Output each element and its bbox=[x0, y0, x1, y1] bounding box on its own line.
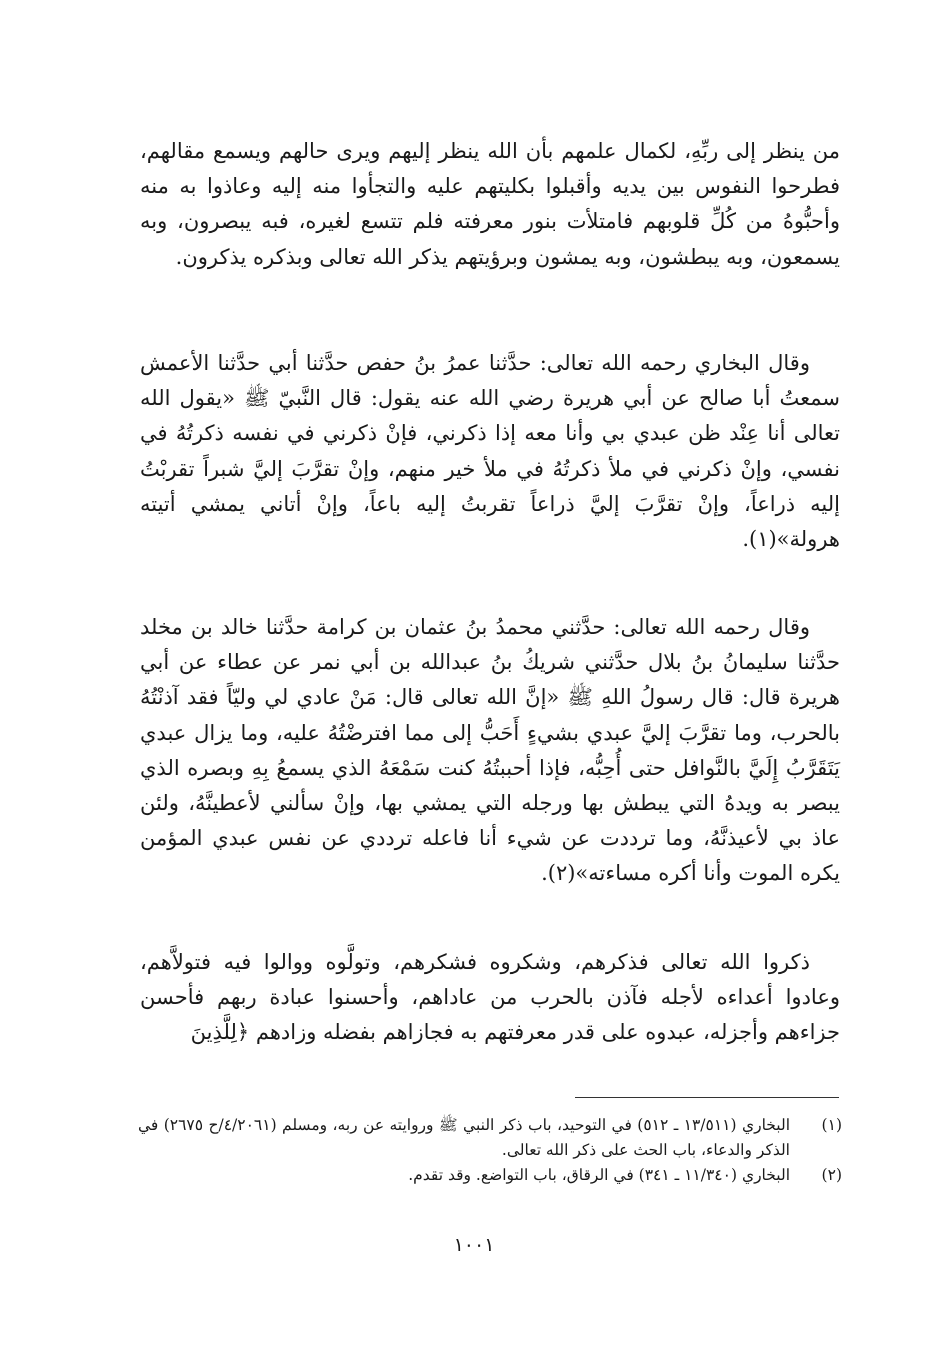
footnotes-section bbox=[138, 1113, 842, 1188]
footnote-number: (٢) bbox=[821, 1166, 842, 1184]
footnote-text: البخاري (١٣/٥١١ ـ ٥١٢) في التوحيد، باب ذكر النبي ﷺ وروايته عن ربه، ومسلم (٤/٢٠٦١/ح ٢٦٧٥) في الذكر والدعاء، باب الحث على ذكر الله تعالى. bbox=[138, 1116, 790, 1159]
body-paragraph-4 bbox=[140, 945, 840, 1051]
footnote-divider bbox=[575, 1097, 839, 1098]
paragraph-text: وقال رحمه الله تعالى: حدَّثني محمدُ بنُ عثمان بن كرامة حدَّثنا خالد بن مخلد حدَّثنا سليمانُ بنُ بلال حدَّثني شريكُ بنُ عبدالله بن أبي نمر عن عطاء عن أبي هريرة قال: قال رسولُ اللهِ ﷺ «إنَّ الله تعالى قال: مَنْ عادي لي وليّاً فقد آذنْتُهُ بالحرب، وما تقرَّبَ إليَّ عبدي بشيءٍ أَحَبُّ إلى مما افترضْتُهُ عليه، وما يزال عبدي يَتَقَرَّبُ إِلَيَّ بالنَّوافل حتى أُحِبُّه، فإذا أحببتُهُ كنت سَمْعَهُ الذي يسمعُ بِهِ وبصره الذي يبصر به ويدهُ التي يبطش بها ورجله التي يمشي بها، وإنْ سألني لأعطينَّهُ، ولئن عاذ بي لأعيذنَّهُ، وما ترددت عن شيء أنا فاعله ترددي عن نفس عبدي المؤمن يكره الموت وأنا أكره مساءته»(٢). bbox=[140, 615, 840, 886]
footnote-1 bbox=[138, 1113, 842, 1163]
footnote-text: البخاري (١١/٣٤٠ ـ ٣٤١) في الرقاق، باب التواضع. وقد تقدم. bbox=[408, 1166, 790, 1184]
page-number: ١٠٠١ bbox=[453, 1234, 495, 1256]
paragraph-text: وقال البخاري رحمه الله تعالى: حدَّثنا عمرُ بنُ حفص حدَّثنا أبي حدَّثنا الأعمش سمعتُ أبا صالح عن أبي هريرة رضي الله عنه يقول: قال النَّبيّ ﷺ «يقول الله تعالى أنا عِنْد ظن عبدي بي وأنا معه إذا ذكرني، فإنْ ذكرني في نفسه ذكرتُهُ في نفسي، وإنْ ذكرني في ملأ ذكرتُهُ في ملأ خير منهم، وإنْ تقرَّبَ إليَّ شبراً تقربْتُ إليه ذراعاً، وإنْ تقرَّبَ إليَّ ذراعاً تقربتُ إليه باعاً، وإنْ أتاني يمشي أتيته هرولة»(١). bbox=[140, 351, 840, 552]
paragraph-text: من ينظر إلى ربِّهِ، لكمال علمهم بأن الله ينظر إليهم ويرى حالهم ويسمع مقالهم، فطرحوا النفوس بين يديه وأقبلوا بكليتهم عليه والتجأوا منه إليه وعاذوا به منه وأحبُّوهُ من كُلِّ قلوبهم فامتلأت بنور معرفته فلم تتسع لغيره، فبه يبصرون، وبه يسمعون، وبه يبطشون، وبه يمشون وبرؤيتهم يذكر الله تعالى وبذكره يذكرون. bbox=[140, 139, 840, 269]
paragraph-text: ذكروا الله تعالى فذكرهم، وشكروه فشكرهم، وتولَّوه ووالوا فيه فتولاَّهم، وعادوا أعداءه لأجله فآذن بالحرب من عاداهم، وأحسنوا عبادة ربهم فأحسن جزاءهم وأجزله، عبدوه على قدر معرفتهم به فجازاهم بفضله وزادهم ﴿لِلَّذِينَ bbox=[140, 950, 840, 1045]
body-paragraph-1 bbox=[140, 134, 840, 275]
body-paragraph-2 bbox=[140, 346, 840, 557]
footnote-number: (١) bbox=[821, 1116, 842, 1134]
body-paragraph-3 bbox=[140, 610, 840, 892]
footnote-2 bbox=[138, 1163, 842, 1188]
